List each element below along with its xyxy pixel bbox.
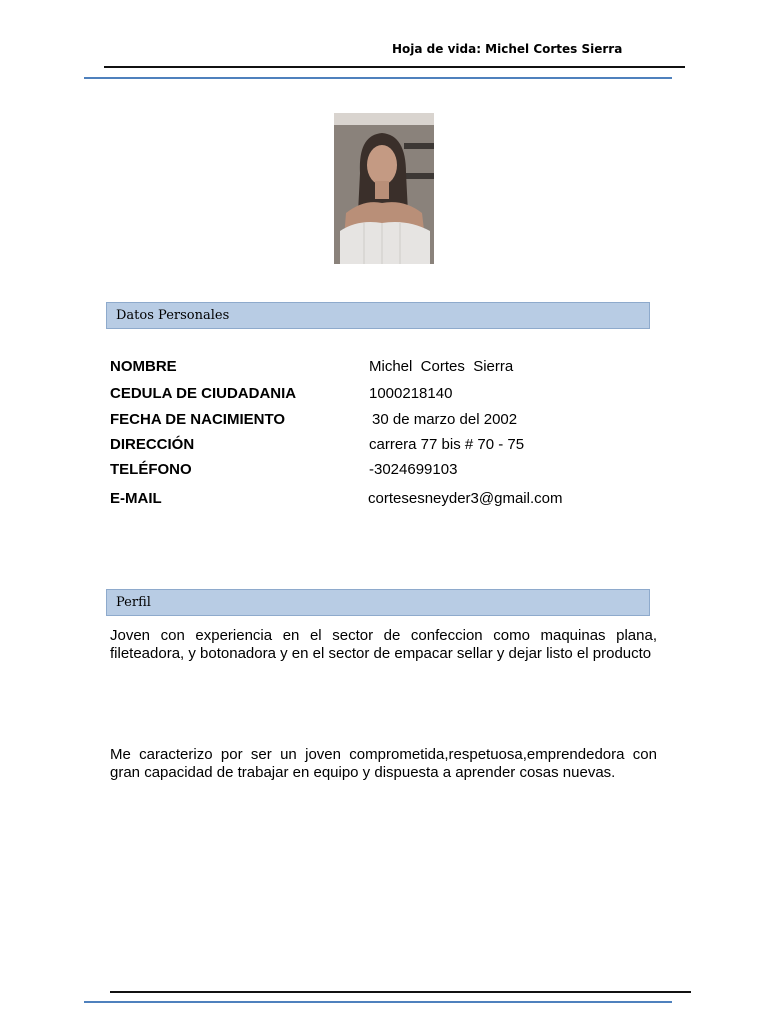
birthdate-label: FECHA DE NACIMIENTO [110, 411, 286, 428]
row-address [110, 436, 670, 456]
document-header-title: Hoja de vida: Michel Cortes Sierra [392, 42, 623, 56]
row-phone [110, 461, 670, 481]
header-rule-blue [84, 77, 672, 79]
id-label: CEDULA DE CIUDADANIA [110, 385, 297, 402]
footer-rule-black [110, 991, 691, 993]
row-email [110, 490, 670, 510]
profile-photo [334, 113, 434, 264]
phone-label: TELÉFONO [110, 461, 192, 478]
header-rule-black [104, 66, 685, 68]
profile-paragraph-experience: Joven con experiencia en el sector de confeccion como maquinas plana, fileteadora, y botonadora y en el sector de empacar sellar y dejar listo el producto [110, 627, 657, 662]
section-profile [106, 589, 650, 616]
section-personal-data [106, 302, 650, 329]
name-value: Michel Cortes Sierra [369, 358, 514, 375]
email-value: cortesesneyder3@gmail.com [368, 490, 563, 507]
row-birthdate [110, 411, 670, 431]
phone-value: -3024699103 [369, 461, 458, 478]
address-label: DIRECCIÓN [110, 436, 195, 453]
email-label: E-MAIL [110, 490, 162, 507]
row-id [110, 385, 670, 405]
row-name [110, 358, 670, 378]
address-value: carrera 77 bis # 70 - 75 [369, 436, 525, 453]
profile-paragraph-traits: Me caracterizo por ser un joven comprometida,respetuosa,emprendedora con gran capacidad de trabajar en equipo y dispuesta a aprender cosas nuevas. [110, 746, 657, 781]
birthdate-value: 30 de marzo del 2002 [372, 411, 518, 428]
section-profile-title: Perfil [116, 595, 151, 610]
name-label: NOMBRE [110, 358, 177, 375]
section-personal-data-title: Datos Personales [116, 308, 230, 323]
id-value: 1000218140 [369, 385, 453, 402]
footer-rule-blue [84, 1001, 672, 1003]
